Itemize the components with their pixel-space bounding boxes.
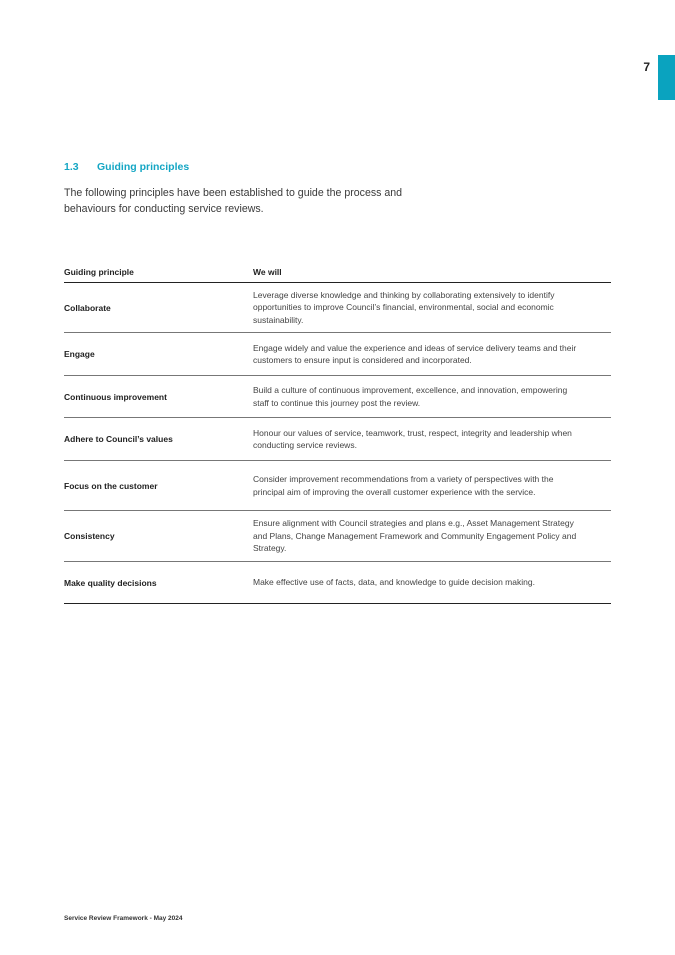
- principle-cell: Consistency: [64, 531, 115, 541]
- intro-paragraph: The following principles have been established to guide the process and behaviours for conducting service reviews.: [64, 187, 403, 215]
- principle-cell: Engage: [64, 349, 95, 359]
- we-will-cell: Make effective use of facts, data, and knowledge to guide decision making.: [253, 577, 535, 588]
- footer-text: Service Review Framework - May 2024: [64, 915, 183, 922]
- section-number: 1.3: [64, 161, 79, 173]
- table-row: [64, 418, 611, 461]
- column-header-we-will: We will: [253, 267, 282, 277]
- section-title: Guiding principles: [97, 161, 190, 173]
- principle-cell: Make quality decisions: [64, 577, 157, 588]
- section-tab-marker: [658, 55, 675, 100]
- table-row: [64, 461, 611, 511]
- we-will-cell: Consider improvement recommendations from a variety of perspectives with the principal aim of improving the overall customer experience with the service.: [253, 474, 554, 497]
- table-row: [64, 333, 611, 376]
- table-row: [64, 283, 611, 333]
- we-will-cell: Honour our values of service, teamwork, trust, respect, integrity and leadership when conducting service reviews.: [253, 427, 572, 450]
- we-will-cell: Ensure alignment with Council strategies and plans e.g., Asset Management Strategy and Plans, Change Management Framework and Community Engagement Policy and Strategy.: [253, 518, 577, 554]
- table-header: [64, 262, 611, 283]
- we-will-cell: Build a culture of continuous improvement, excellence, and innovation, empowering staff to continue this journey post the review.: [253, 385, 568, 408]
- we-will-cell: Engage widely and value the experience and ideas of service delivery teams and their customers to ensure input is considered and incorporated.: [253, 342, 577, 365]
- we-will-cell: Leverage diverse knowledge and thinking by collaborating extensively to identify opportunities to improve Council’s financial, environmental, social and economic sustainability.: [253, 289, 555, 325]
- principle-cell: Collaborate: [64, 302, 111, 313]
- principle-cell: Adhere to Council’s values: [64, 434, 173, 444]
- guiding-principles-table: [64, 262, 611, 604]
- page-number: 7: [643, 60, 650, 74]
- table-row: [64, 562, 611, 604]
- section-heading: [64, 161, 189, 173]
- table-row: [64, 376, 611, 418]
- table-row: [64, 511, 611, 562]
- column-header-principle: Guiding principle: [64, 267, 134, 277]
- principle-cell: Focus on the customer: [64, 480, 158, 491]
- principle-cell: Continuous improvement: [64, 391, 167, 402]
